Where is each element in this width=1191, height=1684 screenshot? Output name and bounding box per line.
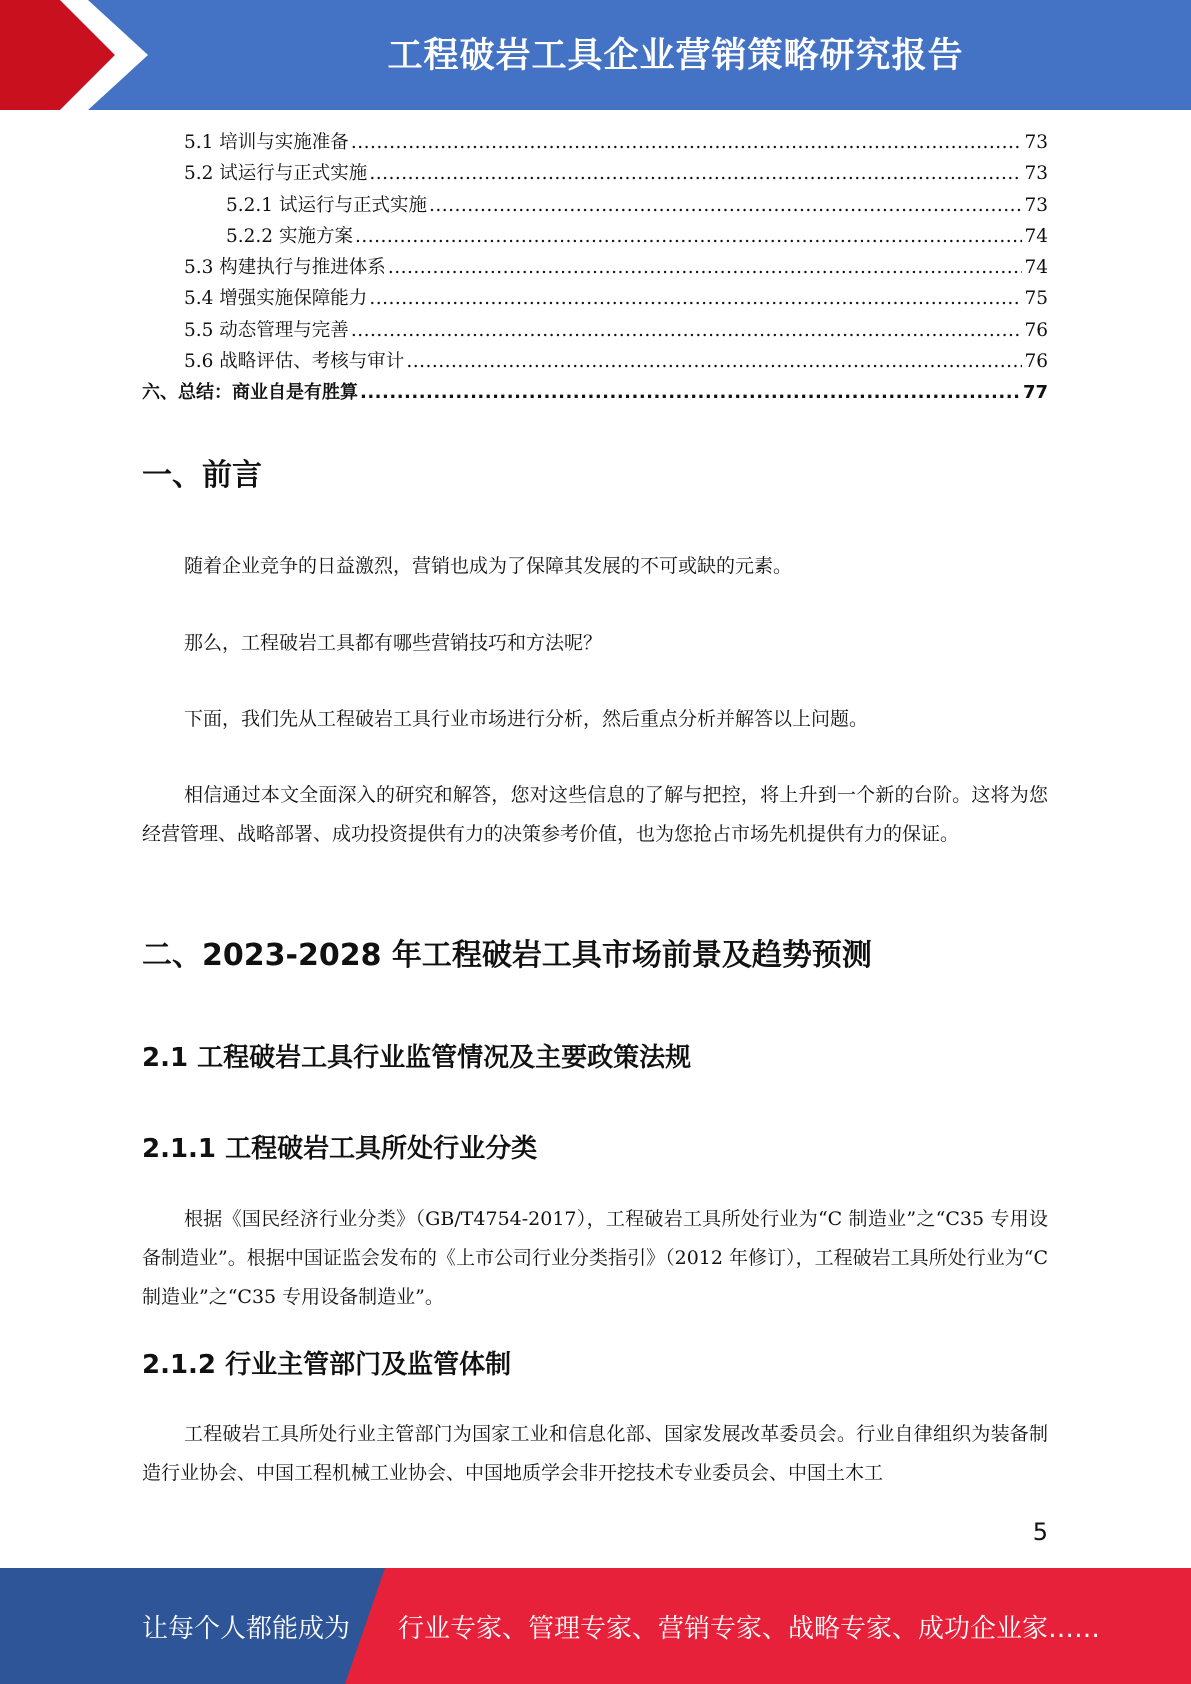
toc-entry-page: 74 bbox=[1024, 257, 1048, 279]
toc-entry[interactable] bbox=[142, 191, 1048, 222]
toc-entry-label: 5.2.2 实施方案 bbox=[226, 225, 353, 247]
toc-entry-label: 5.5 动态管理与完善 bbox=[184, 319, 349, 341]
toc-leader-dots bbox=[429, 195, 1022, 216]
toc-entry-label: 5.4 增强实施保障能力 bbox=[184, 288, 368, 310]
toc-entry[interactable] bbox=[142, 222, 1048, 253]
preface-paragraph-2: 那么，工程破岩工具都有哪些营销技巧和方法呢？ bbox=[184, 632, 603, 654]
section-2-1-2-heading: 2.1.2 行业主管部门及监管体制 bbox=[142, 1350, 512, 1380]
toc-entry-page: 73 bbox=[1024, 194, 1048, 216]
preface-paragraph-4: 相信通过本文全面深入的研究和解答，您对这些信息的了解与把控，将上升到一个新的台阶。这将为您经营管理、战略部署、成功投资提供有力的决策参考价值，也为您抢占市场先机提供有力的保证。 bbox=[142, 784, 1048, 845]
toc-entry[interactable] bbox=[142, 378, 1048, 409]
header-banner bbox=[0, 0, 1191, 110]
toc-leader-dots bbox=[369, 288, 1022, 309]
toc-leader-dots bbox=[388, 257, 1023, 278]
section-2-1-1-paragraph: 根据《国民经济行业分类》（GB/T4754-2017），工程破岩工具所处行业为“C 制造业”之“C35 专用设备制造业”。根据中国证监会发布的《上市公司行业分类指引》（2012 年修订），工程破岩工具所处行业为“C 制造业”之“C35 专用设备制造业”。 bbox=[142, 1208, 1048, 1308]
toc-entry-label: 5.1 培训与实施准备 bbox=[184, 132, 349, 153]
toc-entry-label: 5.2 试运行与正式实施 bbox=[184, 163, 368, 185]
preface-heading: 一、前言 bbox=[142, 458, 262, 493]
toc-entry-page: 76 bbox=[1024, 319, 1048, 341]
toc-leader-dots bbox=[351, 320, 1023, 341]
toc-leader-dots bbox=[351, 132, 1023, 153]
toc-entry[interactable] bbox=[142, 128, 1048, 159]
footer-banner bbox=[0, 1568, 1191, 1684]
toc-entry[interactable] bbox=[142, 347, 1048, 378]
market-heading: 二、2023-2028 年工程破岩工具市场前景及趋势预测 bbox=[142, 938, 872, 973]
toc-entry-page: 77 bbox=[1022, 382, 1048, 404]
toc-entry-page: 76 bbox=[1024, 351, 1048, 373]
toc-entry-page: 75 bbox=[1024, 288, 1048, 310]
section-2-1-heading: 2.1 工程破岩工具行业监管情况及主要政策法规 bbox=[142, 1043, 692, 1073]
toc-leader-dots bbox=[406, 351, 1022, 372]
toc-entry-label: 5.6 战略评估、考核与审计 bbox=[184, 351, 405, 373]
toc-entry-page: 74 bbox=[1024, 225, 1048, 247]
footer-slogan-right: 行业专家、管理专家、营销专家、战略专家、成功企业家…… bbox=[398, 1613, 1101, 1644]
toc-entry[interactable] bbox=[142, 159, 1048, 190]
page-number: 5 bbox=[1032, 1518, 1048, 1546]
toc-entry[interactable] bbox=[142, 284, 1048, 315]
preface-paragraph-1: 随着企业竞争的日益激烈，营销也成为了保障其发展的不可或缺的元素。 bbox=[184, 555, 793, 577]
preface-paragraph-3: 下面，我们先从工程破岩工具行业市场进行分析，然后重点分析并解答以上问题。 bbox=[184, 708, 869, 730]
toc-entry-page: 73 bbox=[1024, 132, 1048, 153]
toc-leader-dots bbox=[355, 226, 1023, 247]
section-2-1-2-paragraph: 工程破岩工具所处行业主管部门为国家工业和信息化部、国家发展改革委员会。行业自律组织为装备制造行业协会、中国工程机械工业协会、中国地质学会非开挖技术专业委员会、中国土木工 bbox=[142, 1423, 1048, 1484]
section-2-1-1-heading: 2.1.1 工程破岩工具所处行业分类 bbox=[142, 1134, 538, 1164]
toc-entry-page: 73 bbox=[1024, 163, 1048, 185]
table-of-contents bbox=[142, 128, 1048, 410]
toc-leader-dots bbox=[369, 163, 1022, 184]
toc-entry[interactable] bbox=[142, 316, 1048, 347]
toc-leader-dots bbox=[360, 382, 1021, 403]
toc-entry-label: 六、总结：商业自是有胜算 bbox=[142, 382, 358, 404]
header-arrow-decoration bbox=[0, 0, 150, 110]
footer-slogan-left: 让每个人都能成为 bbox=[142, 1613, 351, 1644]
toc-entry-label: 5.2.1 试运行与正式实施 bbox=[226, 194, 427, 216]
toc-entry[interactable] bbox=[142, 253, 1048, 284]
report-title: 工程破岩工具企业营销策略研究报告 bbox=[387, 36, 964, 76]
toc-entry-label: 5.3 构建执行与推进体系 bbox=[184, 257, 386, 279]
